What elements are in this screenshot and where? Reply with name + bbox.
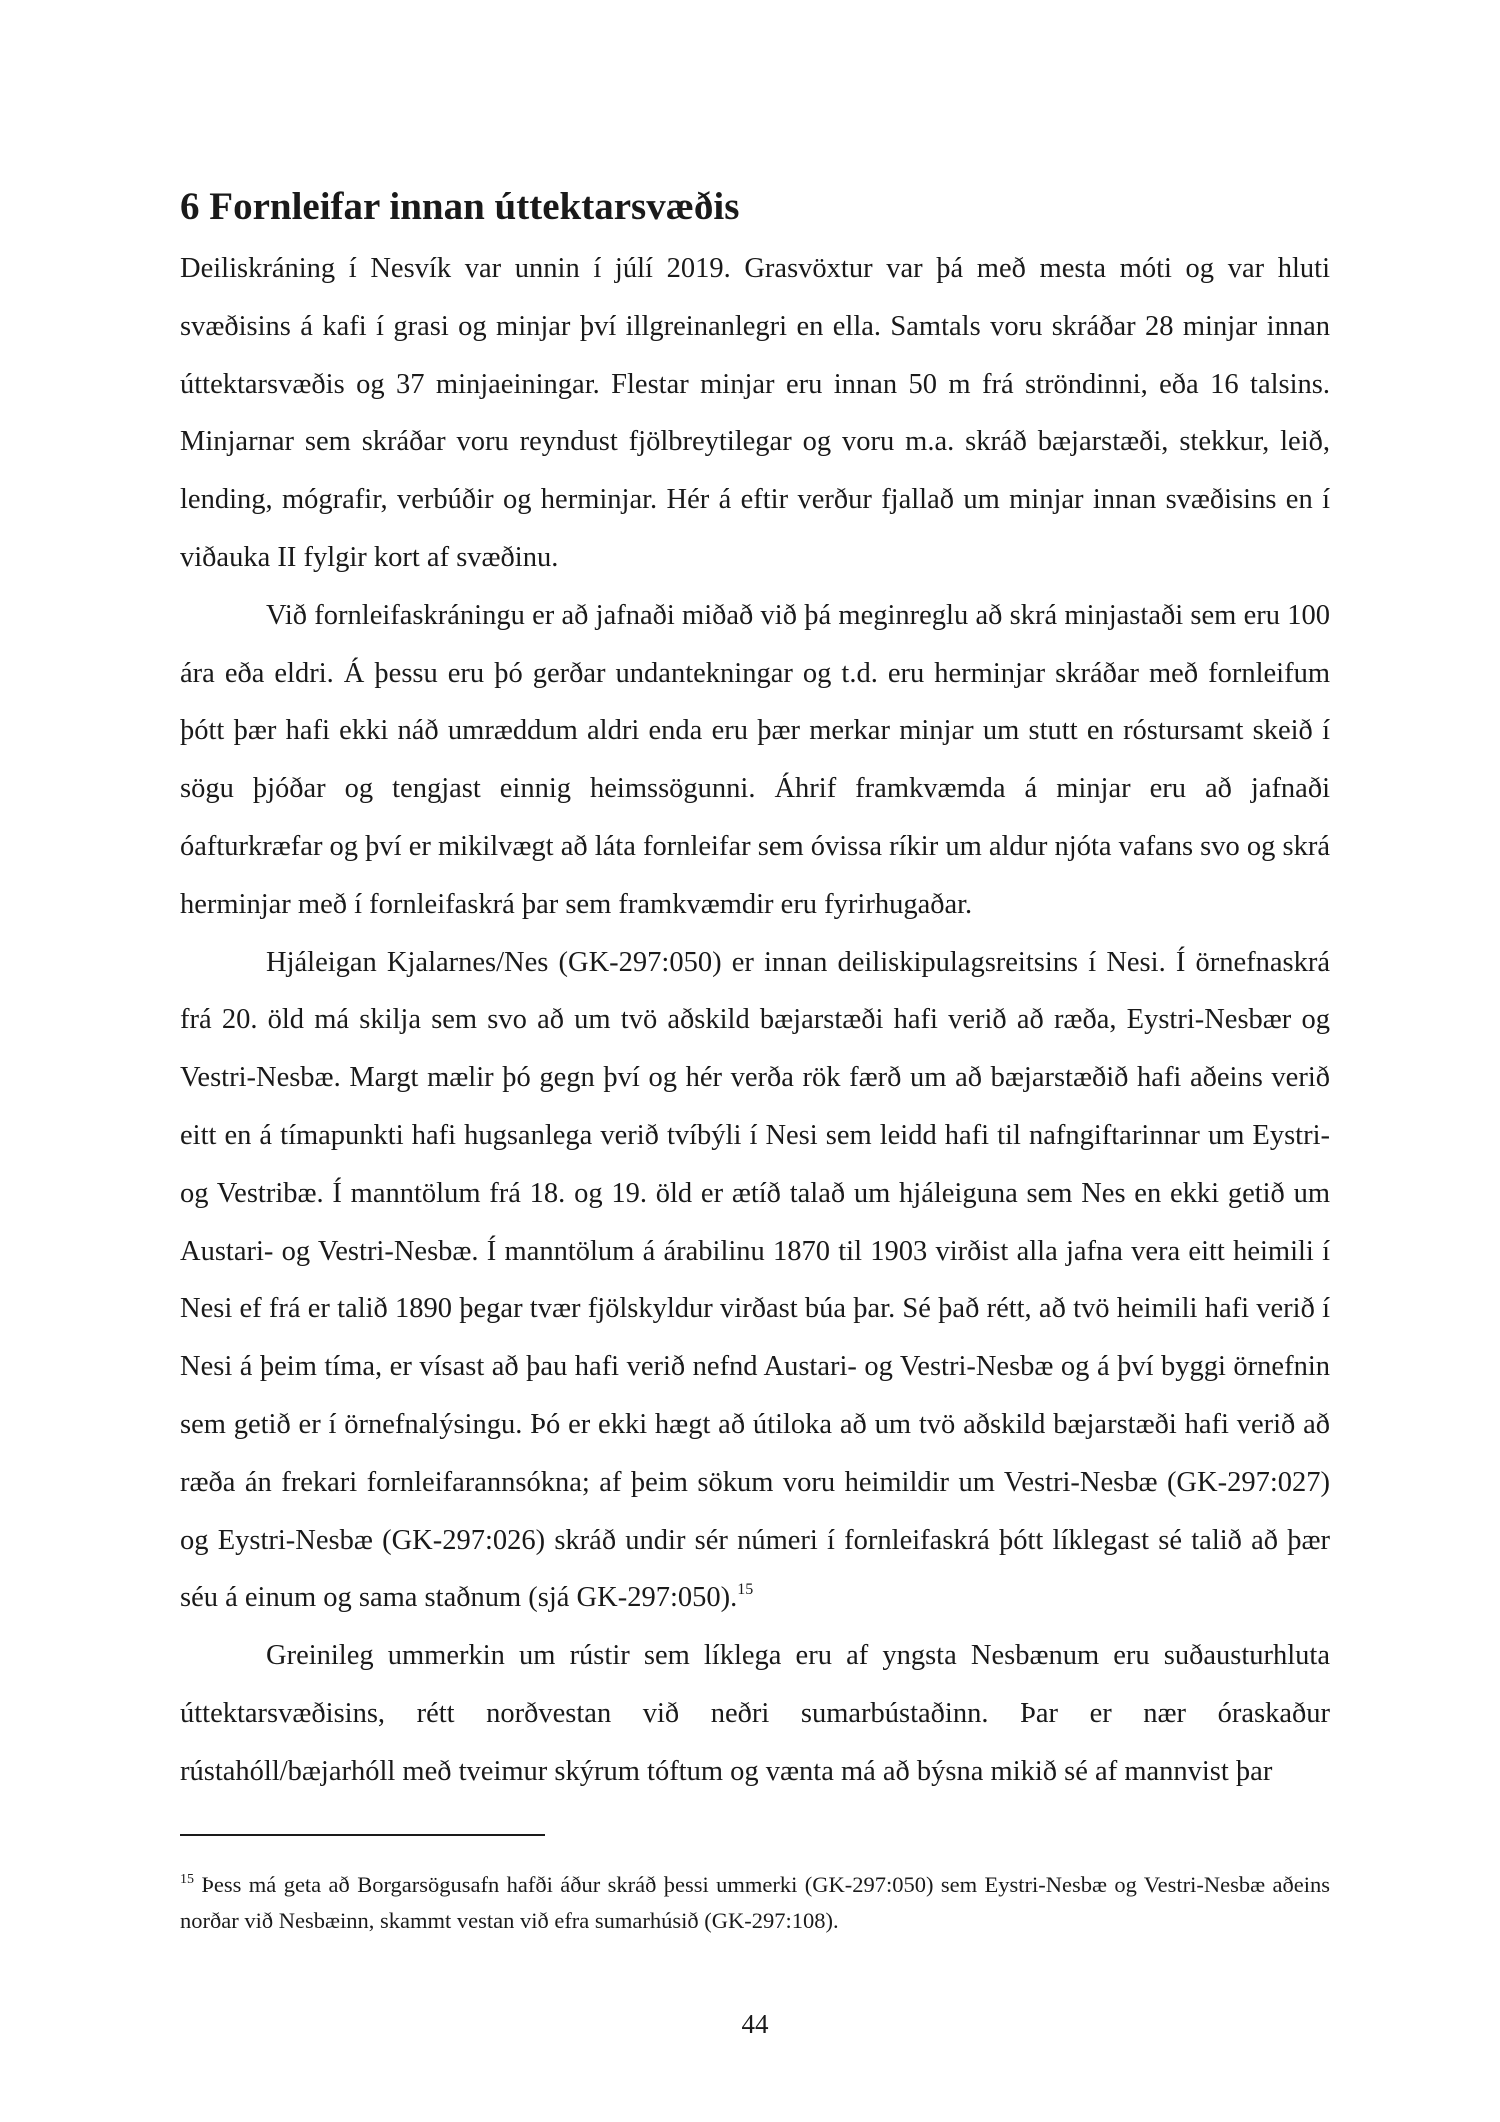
section-heading: 6 Fornleifar innan úttektarsvæðis — [180, 185, 740, 228]
footnote-number: 15 — [180, 1872, 194, 1887]
paragraph-3-text: Hjáleigan Kjalarnes/Nes (GK-297:050) er innan deiliskipulagsreitsins í Nesi. Í örnefnaskrá frá 20. öld má skilja sem svo að um tvö aðskild bæjarstæði hafi verið að ræða, Eystri-Nesbær og Vestri-Nesbæ. Margt mælir þó gegn því og hér verða rök færð um að bæjarstæðið hafi aðeins verið eitt en á tímapunkti hafi hugsanlega verið tvíbýli í Nesi sem leidd hafi til nafngiftarinnar um Eystri- og Vestribæ. Í manntölum frá 18. og 19. öld er ætíð talað um hjáleiguna sem Nes en ekki getið um Austari- og Vestri-Nesbæ. Í manntölum á árabilinu 1870 til 1903 virðist alla jafna vera eitt heimili í Nesi ef frá er talið 1890 þegar tvær fjölskyldur virðast búa þar. Sé það rétt, að tvö heimili hafi verið í Nesi á þeim tíma, er vísast að þau hafi verið nefnd Austari- og Vestri-Nesbæ og á því byggi örnefnin sem getið er í örnefnalýsingu. Þó er ekki hægt að útiloka að um tvö aðskild bæjarstæði hafi verið að ræða án frekari fornleifarannsókna; af þeim sökum voru heimildir um Vestri-Nesbæ (GK-297:027) og Eystri-Nesbæ (GK-297:026) skráð undir sér númeri í fornleifaskrá þótt líklegast sé talið að þær séu á einum og sama staðnum (sjá GK-297:050). — [180, 946, 1330, 1614]
footnote-text: Þess má geta að Borgarsögusafn hafði áður skráð þessi ummerki (GK-297:050) sem Eystri-Nesbæ og Vestri-Nesbæ aðeins norðar við Nesbæinn, skammt vestan við efra sumarhúsið (GK-297:108). — [180, 1872, 1331, 1933]
footnote-divider — [180, 1834, 545, 1836]
paragraph-4: Greinileg ummerkin um rústir sem líklega eru af yngsta Nesbænum eru suðausturhluta úttektarsvæðisins, rétt norðvestan við neðri sumarbústaðinn. Þar er nær óraskaður rústahóll/bæjarhóll með tveimur skýrum tóftum og vænta má að býsna mikið sé af mannvist þar — [180, 1640, 1330, 1787]
footnote-reference[interactable]: 15 — [737, 1581, 754, 1599]
document-page — [180, 0, 1330, 2122]
paragraph-1: Deiliskráning í Nesvík var unnin í júlí 2019. Grasvöxtur var þá með mesta móti og var hluti svæðisins á kafi í grasi og minjar því illgreinanlegri en ella. Samtals voru skráðar 28 minjar innan úttektarsvæðis og 37 minjaeiningar. Flestar minjar eru innan 50 m frá ströndinni, eða 16 talsins. Minjarnar sem skráðar voru reyndust fjölbreytilegar og voru m.a. skráð bæjarstæði, stekkur, leið, lending, mógrafir, verbúðir og herminjar. Hér á eftir verður fjallað um minjar innan svæðisins en í viðauka II fylgir kort af svæðinu. — [180, 253, 1330, 573]
paragraph-3 — [180, 934, 1330, 1628]
body-text — [180, 240, 1330, 1801]
paragraph-2: Við fornleifaskráningu er að jafnaði miðað við þá meginreglu að skrá minjastaði sem eru 100 ára eða eldri. Á þessu eru þó gerðar undantekningar og t.d. eru herminjar skráðar með fornleifum þótt þær hafi ekki náð umræddum aldri enda eru þær merkar minjar um stutt en róstursamt skeið í sögu þjóðar og tengjast einnig heimssögunni. Áhrif framkvæmda á minjar eru að jafnaði óafturkræfar og því er mikilvægt að láta fornleifar sem óvissa ríkir um aldur njóta vafans svo og skrá herminjar með í fornleifaskrá þar sem framkvæmdir eru fyrirhugaðar. — [180, 599, 1330, 920]
page-number: 44 — [741, 2009, 769, 2039]
footnote — [180, 1867, 1330, 1939]
